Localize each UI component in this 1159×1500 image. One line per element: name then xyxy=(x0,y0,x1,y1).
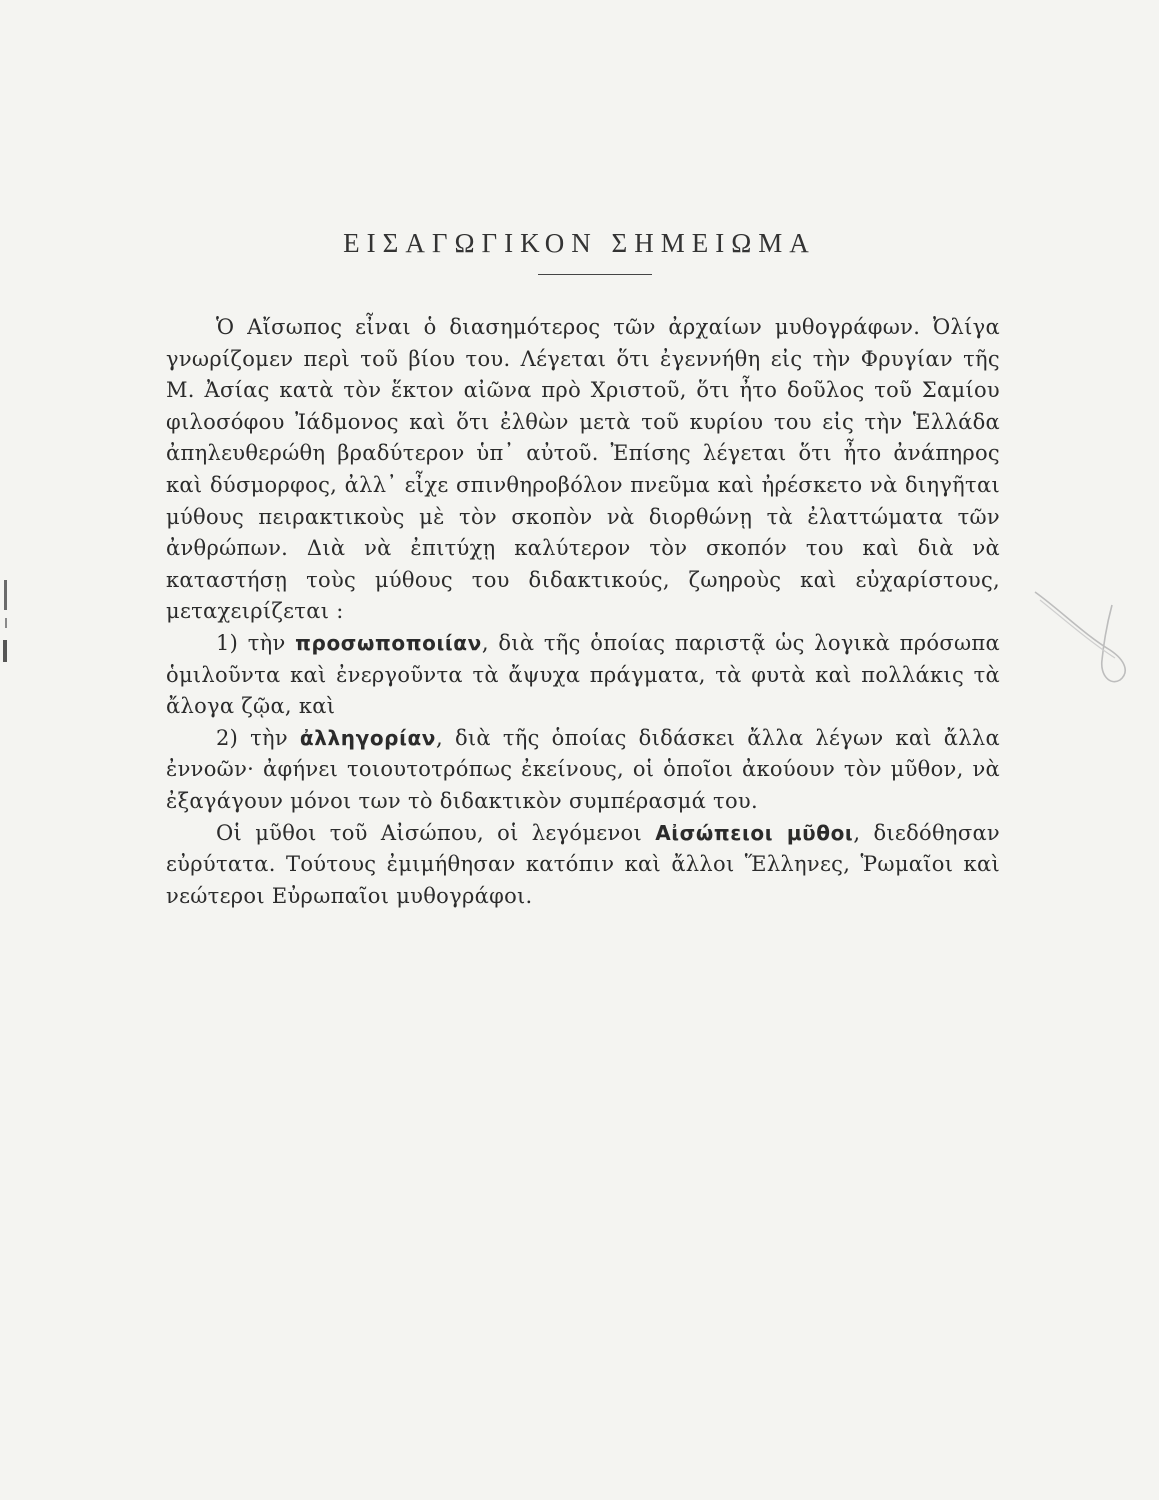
paragraph-conclusion-prefix: Οἱ μῦθοι τοῦ Αἰσώπου, οἱ λεγόμενοι xyxy=(216,820,643,845)
body-text xyxy=(166,312,1000,912)
pencil-mark-icon xyxy=(1030,580,1140,700)
binding-edge-mark xyxy=(0,560,14,680)
term-prosopopoiia: προσωποποιίαν xyxy=(295,630,482,655)
list-item-2-prefix: 2) τὴν xyxy=(216,725,288,750)
title-divider xyxy=(538,274,652,275)
term-allegoria: ἀλληγορίαν xyxy=(299,725,437,750)
list-item-2 xyxy=(166,723,1000,818)
page-title: ΕΙΣΑΓΩΓΙΚΟΝ ΣΗΜΕΙΩΜΑ xyxy=(343,228,816,258)
paragraph-intro: Ὁ Αἴσωπος εἶναι ὁ διασημότερος τῶν ἀρχαίων μυθογράφων. Ὀλίγα γνωρίζομεν περὶ τοῦ βίου του. Λέγεται ὅτι ἐγεννήθη εἰς τὴν Φρυγίαν τῆς Μ. Ἀσίας κατὰ τὸν ἕκτον αἰῶνα πρὸ Χριστοῦ, ὅτι ἦτο δοῦλος τοῦ Σαμίου φιλοσόφου Ἰάδμονος καὶ ὅτι ἐλθὼν μετὰ τοῦ κυρίου του εἰς τὴν Ἑλλάδα ἀπηλευθερώθη βραδύτερον ὑπ᾿ αὐτοῦ. Ἐπίσης λέγεται ὅτι ἦτο ἀνάπηρος καὶ δύσμορφος, ἀλλ᾿ εἶχε σπινθηροβόλον πνεῦμα καὶ ἠρέσκετο νὰ διηγῆται μύθους πειρακτικοὺς μὲ τὸν σκοπὸν νὰ διορθώνῃ τὰ ἐλαττώματα τῶν ἀνθρώπων. Διὰ νὰ ἐπιτύχῃ καλύτερον τὸν σκοπόν του καὶ διὰ νὰ καταστήσῃ τοὺς μύθους του διδακτικούς, ζωηροὺς καὶ εὐχαρίστους, μεταχειρίζεται : xyxy=(166,315,1000,624)
list-item-1-text: , διὰ τῆς ὁποίας παριστᾷ ὡς λογικὰ πρόσωπα ὁμιλοῦντα καὶ ἐνεργοῦντα τὰ ἄψυχα πράγματα, τὰ φυτὰ καὶ πολλάκις τὰ ἄλογα ζῷα, καὶ xyxy=(166,630,1000,719)
list-item-1 xyxy=(166,628,1000,723)
list-item-2-text: , διὰ τῆς ὁποίας διδάσκει ἄλλα λέγων καὶ ἄλλα ἐννοῶν· ἀφήνει τοιουτοτρόπως ἐκείνους, οἱ ὁποῖοι ἀκούουν τὸν μῦθον, νὰ ἐξαγάγουν μόνοι των τὸ διδακτικὸν συμπέρασμά του. xyxy=(166,725,1000,813)
paragraph-conclusion xyxy=(166,818,1000,913)
term-aesopic-fables: Αἰσώπειοι μῦθοι xyxy=(655,820,854,845)
paragraph-conclusion-text: , διεδόθησαν εὐρύτατα. Τούτους ἐμιμήθησαν κατόπιν καὶ ἄλλοι Ἕλληνες, Ῥωμαῖοι καὶ νεώτεροι Εὐρωπαῖοι μυθογράφοι. xyxy=(166,820,1000,908)
list-item-1-prefix: 1) τὴν xyxy=(216,630,286,655)
